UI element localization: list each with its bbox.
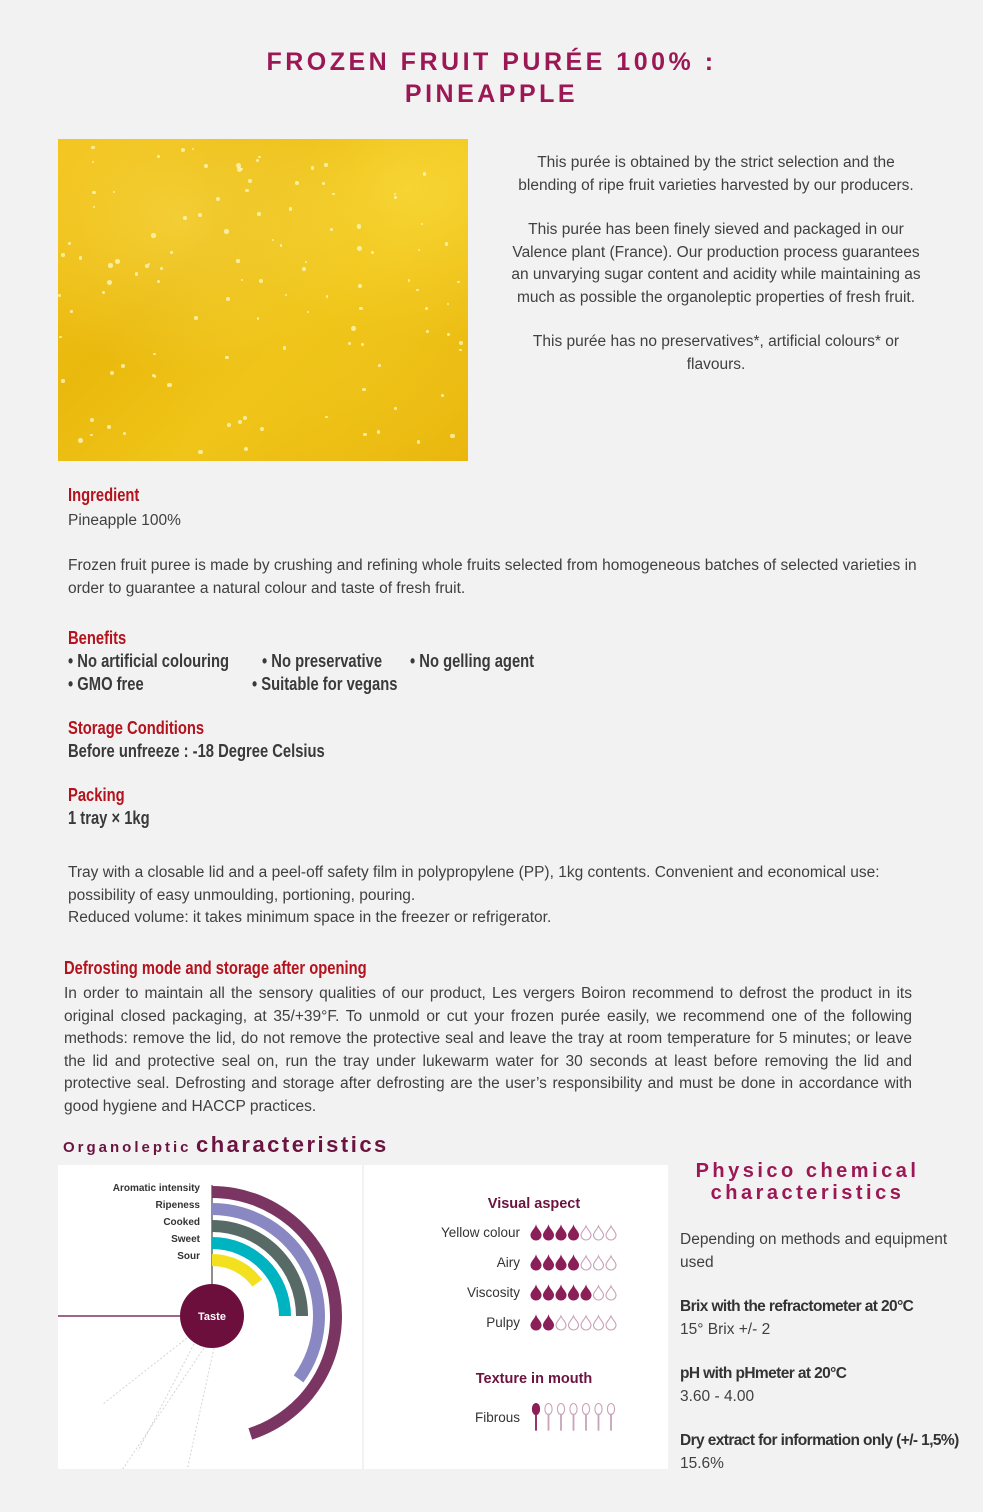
photo-speck xyxy=(362,388,366,392)
storage-heading: Storage Conditions xyxy=(68,718,205,738)
drop-empty-icon xyxy=(581,1256,591,1270)
page-title xyxy=(0,46,983,110)
photo-speck xyxy=(59,336,61,338)
photo-speck xyxy=(192,148,194,150)
photo-speck xyxy=(363,433,366,436)
organoleptic-title-small: Organoleptic xyxy=(63,1139,192,1156)
spoon-empty-icon xyxy=(557,1404,564,1431)
photo-speck xyxy=(359,307,363,311)
photo-speck xyxy=(198,213,202,217)
taste-label: Sweet xyxy=(171,1234,200,1245)
photo-speck xyxy=(245,189,248,192)
photo-speck xyxy=(285,294,288,297)
drop-empty-icon xyxy=(569,1316,579,1330)
photo-speck xyxy=(157,155,160,158)
photo-speck xyxy=(61,253,65,257)
photo-speck xyxy=(224,229,228,233)
intro-paragraph-3: This purée has no preservatives*, artificial colours* or flavours. xyxy=(532,333,900,373)
drop-filled-icon xyxy=(531,1316,541,1330)
photo-speck xyxy=(123,432,127,436)
photo-speck xyxy=(102,291,105,294)
spoon-empty-icon xyxy=(570,1404,577,1431)
organoleptic-title xyxy=(63,1132,389,1158)
drop-empty-icon xyxy=(606,1256,616,1270)
packing-text xyxy=(68,862,918,930)
taste-label: Sour xyxy=(177,1251,200,1262)
taste-label: Ripeness xyxy=(155,1200,200,1211)
photo-speck xyxy=(260,427,264,431)
photo-speck xyxy=(330,228,333,231)
ingredient-text: Frozen fruit puree is made by crushing and refining whole fruits selected from homogeneous batches of selected varieties in order to guarantee a natural colour and taste of fresh fruit. xyxy=(68,557,917,597)
drop-filled-icon xyxy=(556,1286,566,1300)
drop-filled-icon xyxy=(569,1286,579,1300)
photo-speck xyxy=(357,246,362,251)
photo-speck xyxy=(61,379,64,382)
ph-label: pH with pHmeter at 20°C xyxy=(680,1365,847,1382)
spoon-bowl xyxy=(582,1404,589,1415)
spoon-bowl xyxy=(557,1404,564,1415)
organoleptic-title-big: characteristics xyxy=(195,1132,389,1157)
photo-speck xyxy=(90,434,93,437)
photo-speck xyxy=(425,307,428,310)
physico-title-line-2: characteristics xyxy=(710,1182,905,1204)
photo-speck xyxy=(348,342,351,345)
photo-speck xyxy=(378,364,381,367)
drop-filled-icon xyxy=(544,1286,554,1300)
photo-speck xyxy=(421,223,423,225)
photo-speck xyxy=(115,259,120,264)
drop-empty-icon xyxy=(606,1226,616,1240)
benefit-item: • No preservative xyxy=(262,651,383,671)
photo-speck xyxy=(198,450,202,454)
storage-value: Before unfreeze : -18 Degree Celsius xyxy=(68,741,325,761)
photo-speck xyxy=(459,349,461,351)
photo-speck xyxy=(445,242,448,245)
photo-speck xyxy=(447,333,450,336)
photo-speck xyxy=(148,263,150,265)
photo-speck xyxy=(358,284,362,288)
photo-speck xyxy=(157,280,161,284)
photo-speck xyxy=(426,330,429,333)
photo-speck xyxy=(305,261,307,263)
photo-speck xyxy=(78,438,83,443)
organoleptic-chart xyxy=(58,1165,668,1469)
ingredient-heading: Ingredient xyxy=(68,485,140,505)
dry-extract-label: Dry extract for information only (+/- 1,5%) xyxy=(680,1432,959,1449)
photo-speck xyxy=(423,172,426,175)
product-description xyxy=(508,152,924,398)
photo-speck xyxy=(324,163,327,166)
drop-empty-icon xyxy=(594,1256,604,1270)
spoon-empty-icon xyxy=(582,1404,589,1431)
physico-title-line-1: Physico chemical xyxy=(695,1160,920,1182)
photo-speck xyxy=(181,148,185,152)
photo-speck xyxy=(418,249,421,252)
photo-speck xyxy=(408,279,410,281)
photo-speck xyxy=(258,156,261,159)
taste-spoke xyxy=(103,1338,187,1404)
photo-speck xyxy=(204,164,209,169)
photo-speck xyxy=(110,371,115,376)
benefit-item: • No artificial colouring xyxy=(68,651,230,671)
spoon-bowl xyxy=(545,1404,552,1415)
photo-speck xyxy=(93,206,95,208)
spoon-empty-icon xyxy=(607,1404,614,1431)
photo-speck xyxy=(417,440,420,443)
photo-speck xyxy=(307,311,309,313)
photo-speck xyxy=(170,251,173,254)
photo-speck xyxy=(325,416,328,419)
photo-speck xyxy=(108,263,112,267)
visual-aspect-label: Airy xyxy=(496,1255,520,1270)
photo-speck xyxy=(257,212,261,216)
packing-heading: Packing xyxy=(68,785,125,805)
physico-note: Depending on methods and equipment used xyxy=(680,1231,948,1271)
intro-paragraph-1: This purée is obtained by the strict selection and the blending of ripe fruit varieties harvested by our producers. xyxy=(518,154,914,194)
photo-speck xyxy=(183,216,187,220)
photo-speck xyxy=(322,182,325,185)
photo-speck xyxy=(241,279,244,282)
organoleptic-panel xyxy=(58,1165,668,1469)
photo-speck xyxy=(457,281,460,284)
taste-center-label: Taste xyxy=(198,1311,226,1323)
spoon-bowl xyxy=(595,1404,602,1415)
photo-speck xyxy=(92,161,95,164)
packing-value: 1 tray × 1kg xyxy=(68,808,150,828)
photo-speck xyxy=(361,343,365,347)
photo-speck xyxy=(272,239,274,241)
photo-speck xyxy=(79,256,82,259)
photo-speck xyxy=(92,191,95,194)
photo-speck xyxy=(394,407,396,409)
visual-aspect-label: Yellow colour xyxy=(440,1225,520,1240)
brix-label: Brix with the refractometer at 20°C xyxy=(680,1298,914,1315)
photo-speck xyxy=(326,295,328,297)
photo-speck xyxy=(283,346,286,349)
photo-speck xyxy=(394,196,397,199)
pineapple-puree-photo xyxy=(58,139,468,461)
drop-filled-icon xyxy=(531,1256,541,1270)
photo-speck xyxy=(153,353,155,355)
benefits-heading: Benefits xyxy=(68,628,127,648)
photo-speck xyxy=(151,233,155,237)
drop-filled-icon xyxy=(569,1226,579,1240)
drop-empty-icon xyxy=(581,1226,591,1240)
spoon-empty-icon xyxy=(545,1404,552,1431)
drop-empty-icon xyxy=(606,1286,616,1300)
photo-speck xyxy=(394,193,396,195)
photo-speck xyxy=(121,364,125,368)
drop-filled-icon xyxy=(531,1286,541,1300)
photo-speck xyxy=(450,434,455,439)
photo-speck xyxy=(237,167,242,172)
title-line-1: FROZEN FRUIT PURÉE 100% : xyxy=(266,48,717,76)
photo-speck xyxy=(295,181,299,185)
photo-speck xyxy=(225,356,229,360)
taste-label: Aromatic intensity xyxy=(112,1183,200,1194)
photo-speck xyxy=(357,224,362,229)
spoon-filled-icon xyxy=(532,1404,539,1431)
drop-empty-icon xyxy=(556,1316,566,1330)
brix-value: 15° Brix +/- 2 xyxy=(680,1320,771,1338)
photo-speck xyxy=(107,425,111,429)
photo-speck xyxy=(248,179,252,183)
photo-speck xyxy=(332,193,335,196)
photo-speck xyxy=(113,191,115,193)
photo-speck xyxy=(107,280,112,285)
spoon-bowl xyxy=(532,1404,539,1415)
photo-speck xyxy=(160,267,164,271)
taste-label: Cooked xyxy=(163,1217,200,1228)
packing-text-1: Tray with a closable lid and a peel-off safety film in polypropylene (PP), 1kg contents. Convenient and economical use: possibility of easy unmoulding, portioning, pouring. xyxy=(68,864,880,904)
photo-speck xyxy=(167,383,172,388)
ingredient-value: Pineapple 100% xyxy=(68,512,181,529)
photo-speck xyxy=(256,159,259,162)
photo-speck xyxy=(58,294,61,297)
photo-speck xyxy=(238,420,242,424)
photo-speck xyxy=(90,418,94,422)
photo-speck xyxy=(243,416,247,420)
title-line-2: PINEAPPLE xyxy=(404,80,579,108)
drop-empty-icon xyxy=(594,1226,604,1240)
taste-spoke xyxy=(138,1344,194,1451)
benefit-item: • No gelling agent xyxy=(410,651,535,671)
photo-speck xyxy=(68,242,71,245)
benefit-item: • GMO free xyxy=(68,674,144,694)
drop-empty-icon xyxy=(594,1286,604,1300)
photo-speck xyxy=(371,251,374,254)
ph-value: 3.60 - 4.00 xyxy=(680,1387,755,1405)
spoon-empty-icon xyxy=(595,1404,602,1431)
drop-filled-icon xyxy=(544,1316,554,1330)
defrost-heading: Defrosting mode and storage after opening xyxy=(64,958,367,978)
photo-speck xyxy=(416,289,419,292)
photo-speck xyxy=(447,303,449,305)
drop-filled-icon xyxy=(544,1226,554,1240)
photo-speck xyxy=(91,146,95,150)
visual-aspect-heading: Visual aspect xyxy=(487,1196,581,1212)
photo-speck xyxy=(280,244,282,246)
photo-speck xyxy=(135,272,139,276)
photo-speck xyxy=(244,447,249,452)
photo-speck xyxy=(227,423,231,427)
photo-speck xyxy=(289,207,293,211)
intro-paragraph-2: This purée has been finely sieved and packaged in our Valence plant (France). Our production process guarantees an unvarying sugar content and acidity while maintaining as much as possible the organoleptic properties of fresh fruit. xyxy=(511,221,921,306)
photo-speck xyxy=(441,394,444,397)
texture-heading: Texture in mouth xyxy=(475,1371,593,1387)
photo-speck xyxy=(302,267,306,271)
packing-text-2: Reduced volume: it takes minimum space in the freezer or refrigerator. xyxy=(68,909,552,926)
physico-details xyxy=(680,1229,960,1475)
drop-filled-icon xyxy=(569,1256,579,1270)
photo-speck xyxy=(377,430,381,434)
photo-speck xyxy=(216,197,220,201)
photo-speck xyxy=(259,279,264,284)
visual-aspect-label: Viscosity xyxy=(466,1285,520,1300)
photo-speck xyxy=(194,316,198,320)
drop-filled-icon xyxy=(556,1256,566,1270)
texture-label: Fibrous xyxy=(474,1410,520,1425)
photo-speck xyxy=(459,341,463,345)
dry-extract-value: 15.6% xyxy=(680,1454,724,1472)
spoon-bowl xyxy=(607,1404,614,1415)
drop-filled-icon xyxy=(531,1226,541,1240)
drop-empty-icon xyxy=(581,1316,591,1330)
photo-speck xyxy=(351,326,356,331)
drop-empty-icon xyxy=(594,1316,604,1330)
drop-empty-icon xyxy=(606,1316,616,1330)
drop-scales xyxy=(441,1225,616,1430)
photo-speck xyxy=(311,166,314,169)
spoon-bowl xyxy=(570,1404,577,1415)
physico-title xyxy=(680,1160,935,1204)
photo-speck xyxy=(257,317,259,319)
photo-speck xyxy=(70,310,73,313)
visual-aspect-label: Pulpy xyxy=(486,1315,520,1330)
drop-filled-icon xyxy=(581,1286,591,1300)
drop-filled-icon xyxy=(544,1256,554,1270)
drop-filled-icon xyxy=(556,1226,566,1240)
defrost-text: In order to maintain all the sensory qualities of our product, Les vergers Boiron recommend to defrost the product in its original closed packaging, at 35/+39°F. To unmold or cut your frozen purée easily, we recommend one of the following methods: remove the lid, do not remove the protective seal and leave the tray at room temperature for 5 minutes; or leave the lid and protective seal on, run the tray under lukewarm water for 30 seconds at least before removing the lid and protective seal. Defrosting and storage after defrosting are the user’s responsibility and must be done in accordance with good hygiene and HACCP practices. xyxy=(64,985,912,1115)
benefit-item: • Suitable for vegans xyxy=(252,674,398,694)
photo-speck xyxy=(236,259,240,263)
taste-spoke xyxy=(178,1348,214,1469)
photo-speck xyxy=(226,297,230,301)
